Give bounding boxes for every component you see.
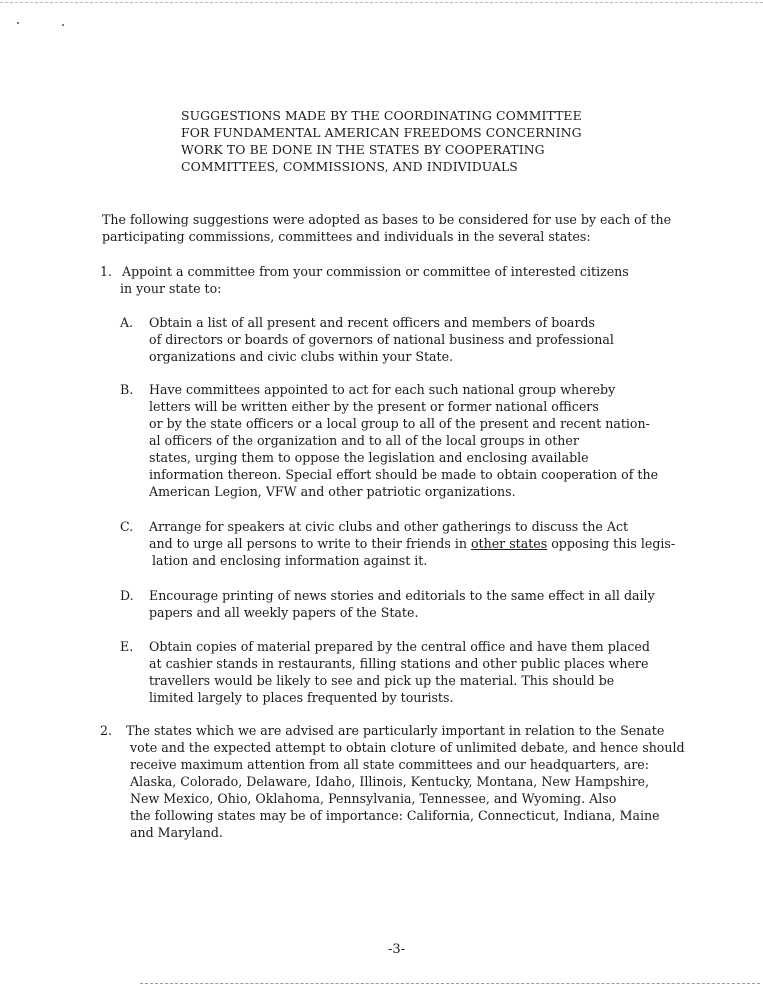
sub-item-line: information thereon. Special effort should be made to obtain cooperation of the (149, 467, 659, 482)
page-top-edge (0, 2, 763, 3)
item-line: in your state to: (120, 281, 222, 296)
sub-item-letter: E. (120, 639, 134, 654)
intro-line: participating commissions, committees and individuals in the several states: (102, 229, 591, 244)
sub-item-line: at cashier stands in restaurants, filling stations and other public places where (149, 656, 649, 671)
scan-speck (17, 22, 19, 24)
title-line: COMMITTEES, COMMISSIONS, AND INDIVIDUALS (181, 159, 518, 174)
item-line: New Mexico, Ohio, Oklahoma, Pennsylvania, Tennessee, and Wyoming. Also (130, 791, 617, 806)
item-line: receive maximum attention from all state committees and our headquarters, are: (130, 757, 649, 772)
sub-item-line: organizations and civic clubs within your State. (149, 349, 454, 364)
sub-item-letter: D. (120, 588, 134, 603)
sub-item-b (120, 381, 658, 500)
document-title (181, 107, 582, 175)
sub-item-line: lation and enclosing information against it. (152, 553, 428, 568)
sub-item-line: American Legion, VFW and other patriotic organizations. (149, 484, 516, 499)
sub-item-letter: B. (120, 382, 134, 397)
title-line: SUGGESTIONS MADE BY THE COORDINATING COMMITTEE (181, 108, 582, 123)
list-item-2 (100, 722, 685, 841)
item-line: the following states may be of importance: California, Connecticut, Indiana, Maine (130, 808, 660, 823)
item-number: 2. (100, 723, 113, 738)
sub-item-line: Arrange for speakers at civic clubs and other gatherings to discuss the Act (149, 519, 629, 534)
sub-item-text: opposing this legis- (547, 536, 676, 551)
item-line: The states which we are advised are particularly important in relation to the Senate (126, 723, 665, 738)
item-line: vote and the expected attempt to obtain cloture of unlimited debate, and hence should (130, 740, 685, 755)
sub-item-line: states, urging them to oppose the legislation and enclosing available (149, 450, 589, 465)
sub-item-e (120, 638, 650, 706)
sub-item-line: papers and all weekly papers of the State. (149, 605, 419, 620)
item-number: 1. (100, 264, 113, 279)
sub-item-a (120, 314, 614, 365)
sub-item-line: al officers of the organization and to all of the local groups in other (149, 433, 579, 448)
sub-item-line: Obtain copies of material prepared by the central office and have them placed (149, 639, 650, 654)
sub-item-letter: A. (120, 315, 134, 330)
item-line: Alaska, Colorado, Delaware, Idaho, Illinois, Kentucky, Montana, New Hampshire, (130, 774, 650, 789)
sub-item-line: Have committees appointed to act for each such national group whereby (149, 382, 616, 397)
scan-speck (62, 24, 64, 26)
title-line: WORK TO BE DONE IN THE STATES BY COOPERATING (181, 142, 545, 157)
page-number: -3- (388, 942, 406, 957)
intro-line: The following suggestions were adopted as bases to be considered for use by each of the (102, 212, 672, 227)
title-line: FOR FUNDAMENTAL AMERICAN FREEDOMS CONCERNING (181, 125, 582, 140)
sub-item-c (120, 518, 675, 569)
intro-paragraph (102, 211, 671, 245)
item-line: and Maryland. (130, 825, 223, 840)
sub-item-line: or by the state officers or a local group to all of the present and recent nation- (149, 416, 650, 431)
page-bottom-edge (140, 983, 760, 984)
sub-item-letter: C. (120, 519, 134, 534)
sub-item-line: letters will be written either by the present or former national officers (149, 399, 599, 414)
list-item-1 (100, 263, 629, 297)
sub-item-line: of directors or boards of governors of national business and professional (149, 332, 614, 347)
sub-item-line: Obtain a list of all present and recent officers and members of boards (149, 315, 595, 330)
sub-item-line (149, 535, 675, 552)
sub-item-text: and to urge all persons to write to their friends in (149, 536, 471, 551)
sub-item-d (120, 587, 655, 621)
item-line: Appoint a committee from your commission or committee of interested citizens (122, 264, 629, 279)
sub-item-line: Encourage printing of news stories and editorials to the same effect in all daily (149, 588, 655, 603)
sub-item-line: travellers would be likely to see and pick up the material. This should be (149, 673, 615, 688)
sub-item-line: limited largely to places frequented by tourists. (149, 690, 454, 705)
underlined-phrase: other states (470, 536, 548, 551)
